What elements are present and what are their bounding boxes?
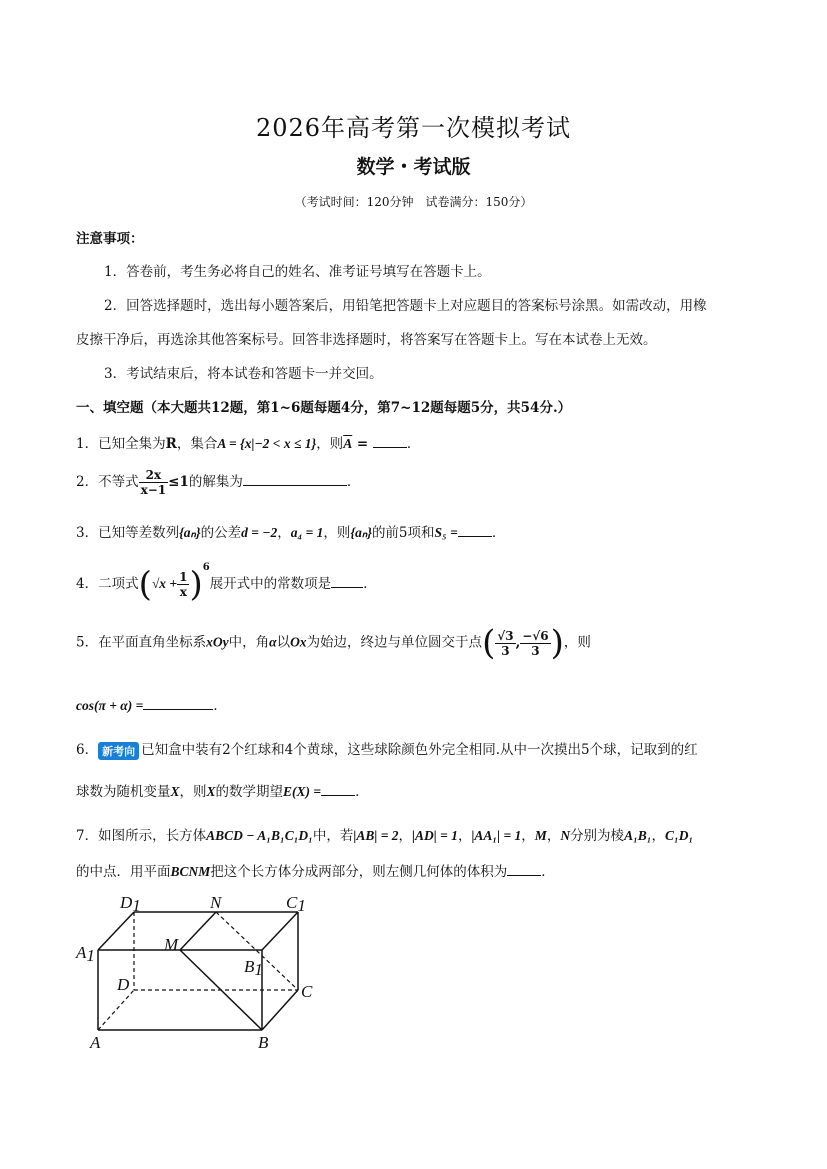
page-title: 2026年高考第一次模拟考试	[255, 114, 572, 142]
section-heading: 一、填空题（本大题共12题，第1~6题每题4分，第7~12题每题5分，共54分.）	[76, 400, 572, 416]
label-d1: D1	[120, 893, 141, 915]
label-n: N	[210, 893, 222, 912]
answer-blank-6	[321, 782, 355, 796]
question-6: 6． 新考向 已知盒中装有2个红球和4个黄球，这些球除颜色外完全相同.从中一次摸出5个球，记取到的红	[76, 742, 698, 758]
edge-bc	[262, 990, 298, 1030]
page-subtitle: 数学・考试版	[356, 156, 471, 178]
question-5: 5．在平面直角坐标系xOy中，角α以Ox为始边，终边与单位圆交于点( $\frac{√3}{3}$ , $\frac{-√6}{3}$ )，则	[76, 623, 591, 663]
label-c1: C1	[286, 893, 306, 915]
label-a: A	[90, 1033, 101, 1052]
answer-blank-4	[331, 574, 363, 588]
label-d: D	[117, 975, 130, 994]
notice-item-3: 3．考试结束后，将本试卷和答题卡一并交回。	[104, 366, 383, 382]
edge-b1c1	[262, 912, 298, 950]
question-6-line-2: 球数为随机变量X，则X的数学期望E(X) = ．	[76, 784, 369, 800]
label-m: M	[164, 935, 179, 954]
answer-blank-1	[373, 434, 407, 448]
notice-item-1: 1．答卷前，考生务必将自己的姓名、准考证号填写在答题卡上。	[104, 264, 491, 280]
question-4: 4．二项式(√x + $\frac{1}{x}$ )$^6$展开式中的常数项是 ．	[76, 562, 377, 605]
edge-mn	[180, 912, 216, 950]
answer-blank-5	[143, 696, 213, 710]
question-7: 7．如图所示，长方体ABCD − A₁B₁C₁D₁中，若|AB| = 2，|AD| = 1，|AA₁| = 1，M，N分别为棱A₁B₁，C₁D₁	[76, 828, 694, 844]
notice-item-2-line-1: 2．回答选择题时，选出每小题答案后，用铅笔把答题卡上对应题目的答案标号涂黑。如需改动，用橡	[104, 298, 707, 314]
label-a1: A1	[76, 943, 95, 965]
notice-heading: 注意事项：	[76, 231, 144, 247]
answer-blank-7	[507, 862, 541, 876]
new-direction-badge: 新考向	[98, 742, 139, 760]
answer-blank-2	[243, 472, 347, 486]
hidden-edge-ad	[98, 990, 134, 1030]
question-7-line-2: 的中点．用平面BCNM把这个长方体分成两部分，则左侧几何体的体积为 ．	[76, 864, 555, 880]
notice-item-2-line-2: 皮擦干净后，再选涂其他答案标号。回答非选择题时，将答案写在答题卡上。写在本试卷上无效。	[76, 332, 657, 348]
exam-info: （考试时间：120分钟 试卷满分：150分）	[294, 195, 533, 209]
question-5-line-2: cos(π + α) = ．	[76, 698, 227, 714]
question-2: 2．不等式 $\frac{2x}{x-1}$ ≤1的解集为 ．	[76, 468, 361, 497]
answer-blank-3	[458, 523, 492, 537]
edge-a1d1	[98, 912, 134, 950]
cuboid-figure	[70, 890, 330, 1055]
label-b: B	[258, 1033, 269, 1052]
question-1: 1．已知全集为R，集合A = {x|−2 < x ≤ 1}，则$\overline{A}$ = ．	[76, 436, 421, 452]
question-3: 3．已知等差数列{aₙ}的公差d = −2，a₄ = 1，则{aₙ}的前5项和S₅ = ．	[76, 525, 506, 541]
label-c: C	[301, 982, 313, 1001]
label-b1: B1	[244, 957, 263, 979]
